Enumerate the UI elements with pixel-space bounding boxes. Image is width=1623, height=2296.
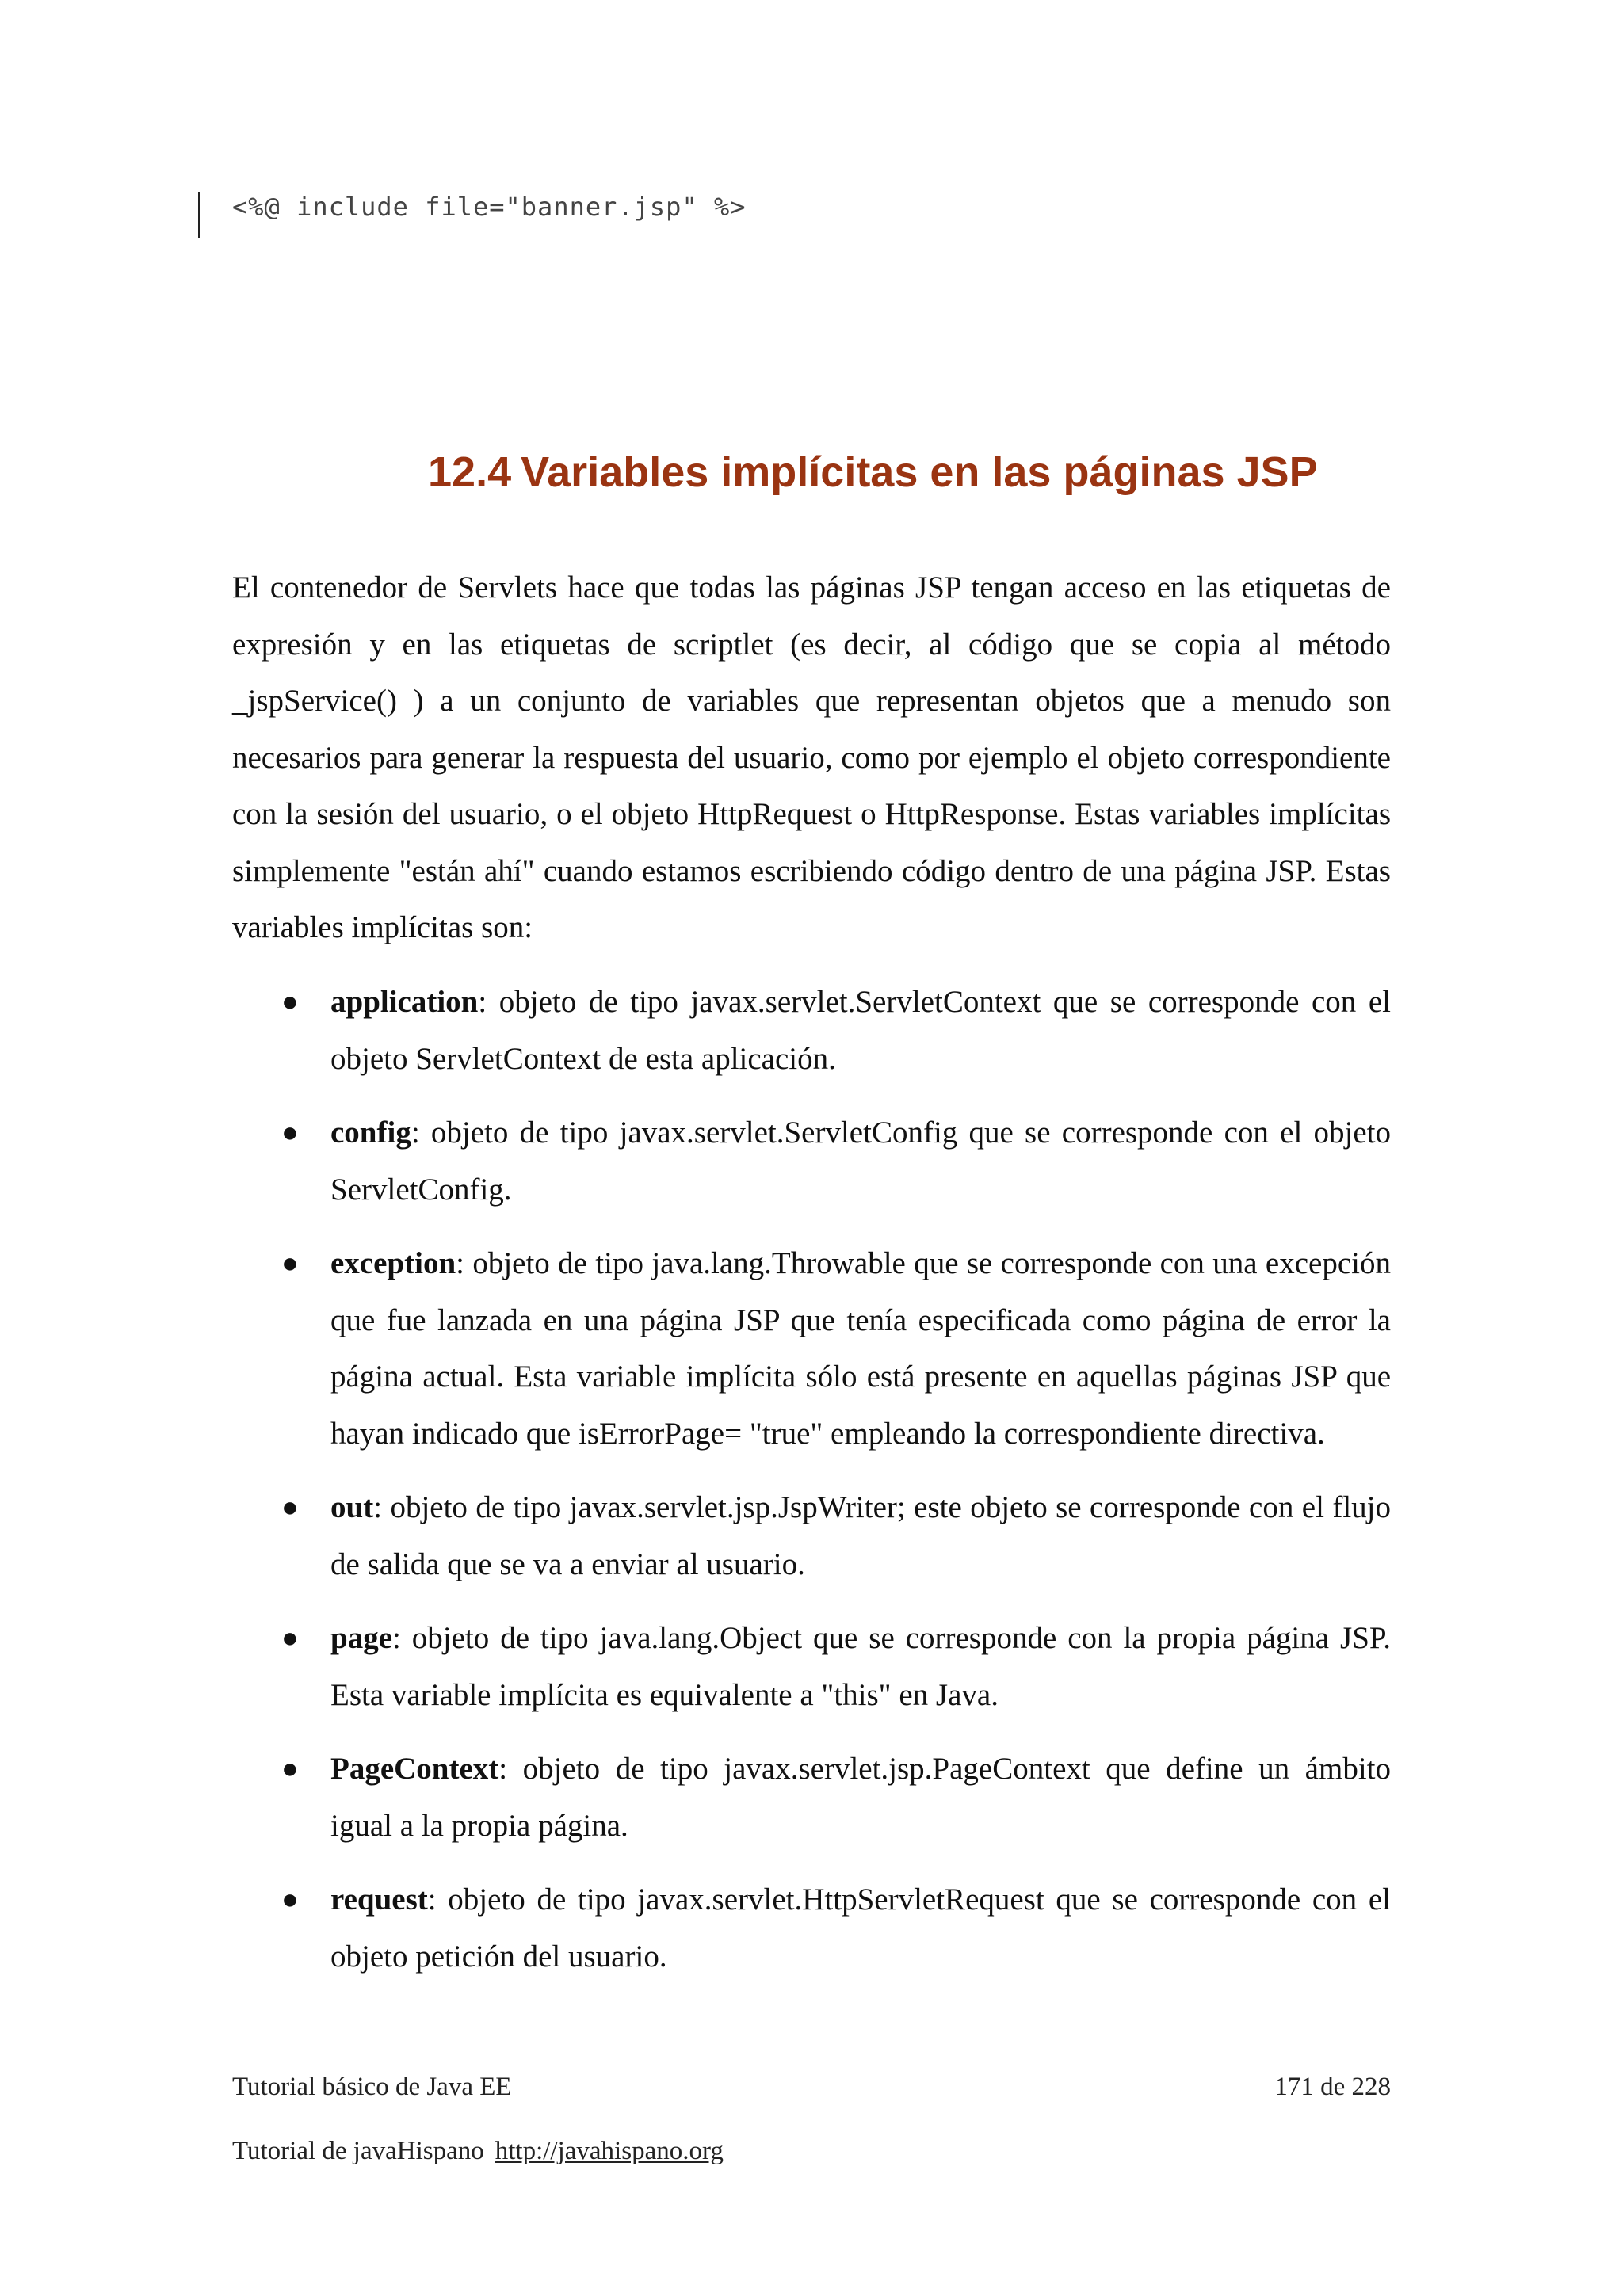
change-bar xyxy=(198,192,200,238)
section-heading xyxy=(428,448,1318,497)
list-item-term: PageContext xyxy=(330,1752,499,1786)
section-title: Variables implícitas en las páginas JSP xyxy=(521,448,1318,496)
bullet-icon: ● xyxy=(281,1491,299,1523)
list-item-text: : objeto de tipo javax.servlet.jsp.JspWriter; este objeto se corresponde con el flujo de salida que se va a enviar al usuario. xyxy=(330,1490,1391,1581)
bullet-icon: ● xyxy=(281,1883,299,1915)
bullet-icon: ● xyxy=(281,1622,299,1653)
list-item-term: request xyxy=(330,1882,428,1917)
footer-publisher xyxy=(232,2137,1391,2166)
list-item xyxy=(232,1235,1391,1462)
list-item-term: exception xyxy=(330,1246,456,1280)
list-item-text: : objeto de tipo java.lang.Throwable que se corresponde con una excepción que fue lanzada en una página JSP que tenía especificada como página de error la página actual. Esta variable implícita sólo está presente en aquellas páginas JSP que hayan indicado que isErrorPage= "true" empleando la correspondiente directiva. xyxy=(330,1246,1391,1451)
footer-book-title: Tutorial básico de Java EE xyxy=(232,2073,512,2101)
bullet-icon: ● xyxy=(281,1753,299,1784)
list-item-text: : objeto de tipo java.lang.Object que se corresponde con la propia página JSP. Esta variable implícita es equivalente a "this" en Java. xyxy=(330,1621,1391,1712)
bullet-icon: ● xyxy=(281,1247,299,1279)
intro-paragraph: El contenedor de Servlets hace que todas las páginas JSP tengan acceso en las etiquetas de expresión y en las etiquetas de scriptlet (es decir, al código que se copia al método _jspService() ) a un conjunto de variables que representan objetos que a menudo son necesarios para generar la respuesta del usuario, como por ejemplo el objeto correspondiente con la sesión del usuario, o el objeto HttpRequest o HttpResponse. Estas variables implícitas simplemente "están ahí" cuando estamos escribiendo código dentro de una página JSP. Estas variables implícitas son: xyxy=(232,570,1391,944)
page-indicator: 171 de 228 xyxy=(1274,2073,1391,2101)
list-item-term: config xyxy=(330,1116,411,1150)
bullet-icon: ● xyxy=(281,986,299,1017)
list-item-text: : objeto de tipo javax.servlet.jsp.PageContext que define un ámbito igual a la propia página. xyxy=(330,1752,1391,1843)
list-item-term: application xyxy=(330,985,479,1019)
list-item xyxy=(232,1871,1391,1985)
section-number: 12.4 xyxy=(428,448,512,496)
bullet-icon: ● xyxy=(281,1116,299,1148)
list-item-text: : objeto de tipo javax.servlet.ServletConfig que se corresponde con el objeto ServletConfig. xyxy=(330,1116,1391,1207)
list-item xyxy=(232,1741,1391,1854)
implicit-variables-list xyxy=(232,974,1391,2002)
footer xyxy=(232,2073,1391,2102)
code-include-line: <%@ include file="banner.jsp" %> xyxy=(232,192,747,222)
list-item xyxy=(232,1104,1391,1218)
publisher-link[interactable]: http://javahispano.org xyxy=(495,2137,724,2165)
list-item xyxy=(232,1479,1391,1592)
list-item-text: : objeto de tipo javax.servlet.ServletContext que se corresponde con el objeto ServletContext de esta aplicación. xyxy=(330,985,1391,1076)
list-item-term: out xyxy=(330,1490,374,1524)
list-item-term: page xyxy=(330,1621,392,1655)
footer-publisher-text: Tutorial de javaHispano xyxy=(232,2137,484,2165)
list-item xyxy=(232,1610,1391,1723)
list-item-text: : objeto de tipo javax.servlet.HttpServletRequest que se corresponde con el objeto petición del usuario. xyxy=(330,1882,1391,1974)
list-item xyxy=(232,974,1391,1087)
